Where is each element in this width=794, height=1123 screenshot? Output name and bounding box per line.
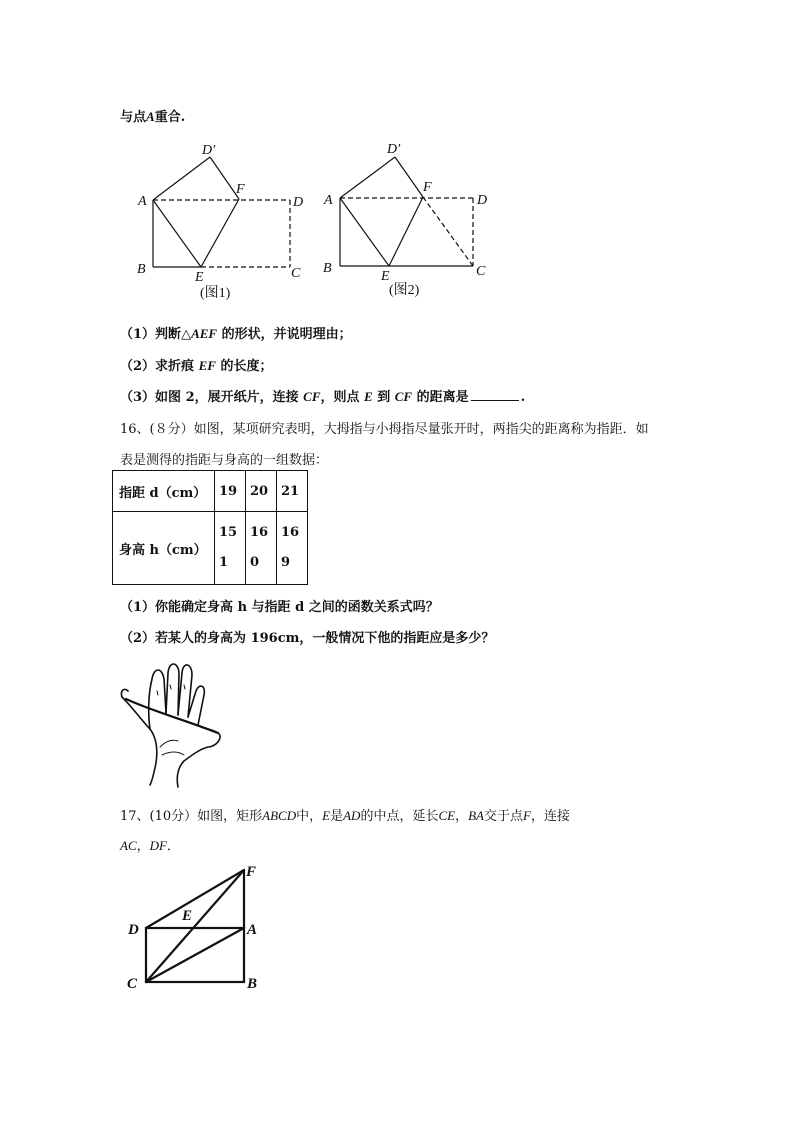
q15-part1: （1）判断△AEF 的形状，并说明理由； [120, 326, 352, 342]
q17-line2: AC，DF． [120, 838, 180, 854]
fig1-label-d: D [293, 195, 304, 210]
table-row [113, 471, 308, 512]
fig3-label-f: F [246, 864, 257, 880]
intro-text-end: 重合. [154, 110, 186, 125]
answer-blank [471, 389, 519, 401]
fig2-caption: (图2) [389, 283, 420, 298]
row1-cell-1: 19 [215, 471, 246, 512]
fig1-label-c: C [291, 266, 301, 281]
figure-2 [316, 135, 496, 310]
fig2-label-f: F [423, 180, 432, 195]
fig1-label-d-prime: D′ [202, 143, 216, 158]
q15-part3: （3）如图 2，展开纸片，连接 CF，则点 E 到 CF 的距离是 . [120, 389, 526, 405]
fig2-label-a: A [324, 193, 333, 208]
row2-cell-2: 16 0 [246, 512, 277, 585]
fig3-label-c: C [127, 976, 138, 992]
fig1-line-fe [201, 199, 239, 267]
row1-cell-2: 20 [246, 471, 277, 512]
fig2-line-ae [340, 198, 389, 266]
fig1-line-ad-prime [153, 157, 210, 200]
fig2-line-ad-prime [340, 157, 395, 198]
hand-illustration [112, 655, 232, 790]
fig3-label-e: E [182, 908, 193, 924]
fig1-label-f: F [236, 182, 245, 197]
q16-part1: （1）你能确定身高 h 与指距 d 之间的函数关系式吗？ [120, 600, 439, 615]
q16-line1: 16、(８分）如图，某项研究表明，大拇指与小拇指尽量张开时，两指尖的距离称为指距．如 [120, 422, 649, 437]
fig2-label-b: B [323, 261, 332, 276]
line-df [146, 870, 244, 928]
fig2-label-e: E [381, 269, 390, 284]
fig2-line-fe [389, 197, 423, 266]
fig1-line-d-prime-f [210, 157, 239, 199]
line-ac [146, 928, 244, 982]
rectangle-figure [120, 860, 270, 1000]
q17-line1: 17、(10分）如图，矩形ABCD中，E是AD的中点，延长CE，BA交于点F，连接 [120, 808, 570, 824]
intro-line [120, 106, 185, 125]
fig2-label-d-prime: D′ [387, 142, 401, 157]
row1-cell-3: 21 [277, 471, 308, 512]
finger-height-table [112, 470, 308, 585]
fig3-label-d: D [128, 922, 139, 938]
fig3-label-b: B [247, 976, 258, 992]
q15-part2: （2）求折痕 EF 的长度； [120, 358, 273, 374]
row2-label: 身高 h（cm） [113, 512, 215, 585]
line-cf [146, 870, 244, 982]
q16-part2: （2）若某人的身高为 196cm，一般情况下他的指距应是多少？ [120, 631, 495, 646]
intro-var: A [146, 109, 155, 124]
fig2-line-fc [423, 197, 473, 266]
figure-1 [130, 135, 310, 310]
fig1-caption: (图1) [200, 286, 231, 301]
table-row [113, 512, 308, 585]
intro-text: 与点 [120, 110, 147, 125]
fig1-line-ae [153, 200, 201, 267]
fig1-label-a: A [138, 194, 147, 209]
row2-cell-1: 15 1 [215, 512, 246, 585]
row2-cell-3: 16 9 [277, 512, 308, 585]
fig3-label-a: A [247, 922, 258, 938]
fig2-line-d-prime-f [395, 157, 423, 197]
fig1-label-b: B [137, 262, 146, 277]
fig2-label-d: D [477, 193, 488, 208]
q16-line2: 表是测得的指距与身高的一组数据： [120, 453, 329, 468]
fig1-label-e: E [195, 270, 204, 285]
fig2-label-c: C [476, 264, 486, 279]
row1-label: 指距 d（cm） [113, 471, 215, 512]
